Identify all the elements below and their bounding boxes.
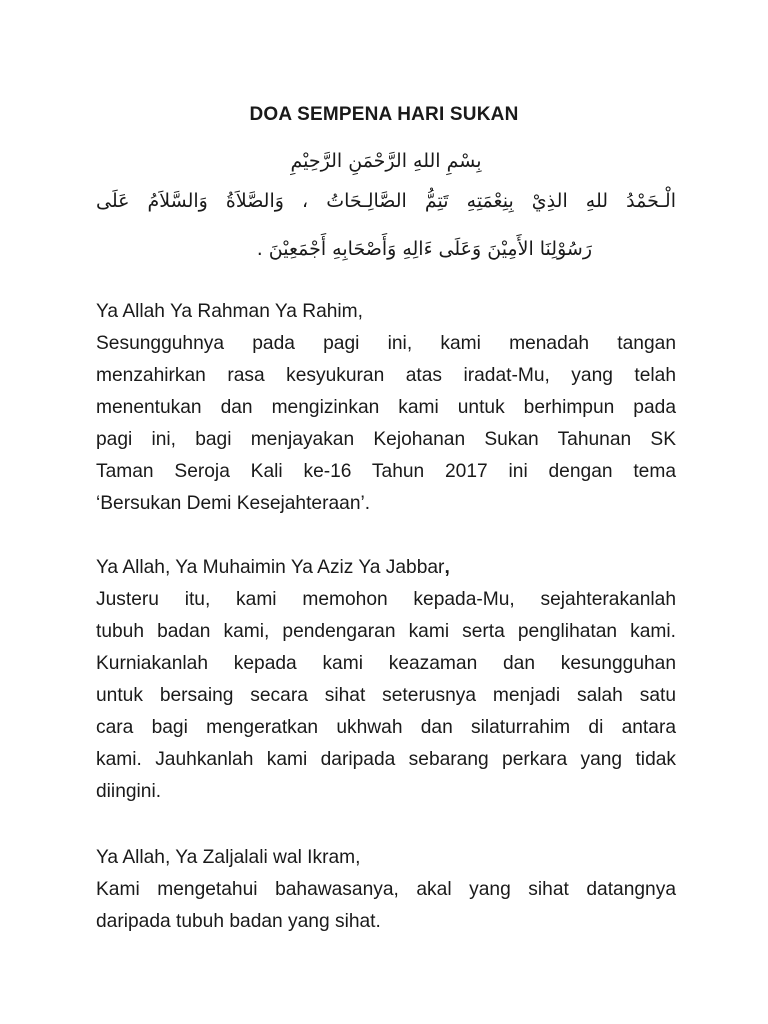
- paragraph-2: [96, 552, 676, 808]
- paragraph-3-heading: Ya Allah, Ya Zaljalali wal Ikram,: [96, 847, 361, 868]
- paragraph-1-line: menentukan dan mengizinkan kami untuk berhimpun pada: [96, 397, 676, 418]
- paragraph-2-heading-comma: ,: [444, 557, 450, 578]
- paragraph-2-line: Justeru itu, kami memohon kepada-Mu, sejahterakanlah: [96, 589, 676, 610]
- paragraph-2-line: tubuh badan kami, pendengaran kami serta penglihatan kami.: [96, 621, 676, 642]
- paragraph-2-heading-text: Ya Allah, Ya Muhaimin Ya Aziz Ya Jabbar: [96, 557, 445, 578]
- paragraph-2-line: untuk bersaing secara sihat seterusnya menjadi salah satu: [96, 685, 676, 706]
- paragraph-2-line: kami. Jauhkanlah kami daripada sebarang perkara yang tidak: [96, 749, 676, 770]
- paragraph-2-heading: [96, 552, 676, 584]
- arabic-line-3: رَسُوْلِنَا الأَمِيْنَ وَعَلَى ءَالِهِ وَأَصْحَابِهِ أَجْمَعِيْنَ .: [256, 238, 592, 260]
- paragraph-3-line: daripada tubuh badan yang sihat.: [96, 911, 381, 932]
- paragraph-1-line: Sesungguhnya pada pagi ini, kami menadah tangan: [96, 333, 676, 354]
- paragraph-1-line: ‘Bersukan Demi Kesejahteraan’.: [96, 493, 371, 514]
- paragraph-2-line: cara bagi mengeratkan ukhwah dan silaturrahim di antara: [96, 717, 676, 738]
- paragraph-1-heading: Ya Allah Ya Rahman Ya Rahim,: [96, 301, 364, 322]
- paragraph-1-line: Taman Seroja Kali ke-16 Tahun 2017 ini dengan tema: [96, 461, 676, 482]
- paragraph-1-line: pagi ini, bagi menjayakan Kejohanan Sukan Tahunan SK: [96, 429, 676, 450]
- paragraph-2-line: Kurniakanlah kepada kami keazaman dan kesungguhan: [96, 653, 676, 674]
- paragraph-3-line: Kami mengetahui bahawasanya, akal yang sihat datangnya: [96, 879, 676, 900]
- arabic-basmalah: بِسْمِ اللهِ الرَّحْمَنِ الرَّحِيْمِ: [290, 150, 482, 172]
- paragraph-2-line: diingini.: [96, 781, 162, 802]
- paragraph-1: [96, 296, 676, 520]
- arabic-line-2: الْـحَمْدُ للهِ الذِيْ بِنِعْمَتِهِ تَتِمُّ الصَّالِـحَاتُ ، وَالصَّلاَةُ وَالسَّلاَمُ عَلَى: [96, 190, 676, 212]
- paragraph-3: [96, 842, 676, 938]
- document-title: DOA SEMPENA HARI SUKAN: [249, 104, 519, 125]
- paragraph-1-line: menzahirkan rasa kesyukuran atas iradat-Mu, yang telah: [96, 365, 676, 386]
